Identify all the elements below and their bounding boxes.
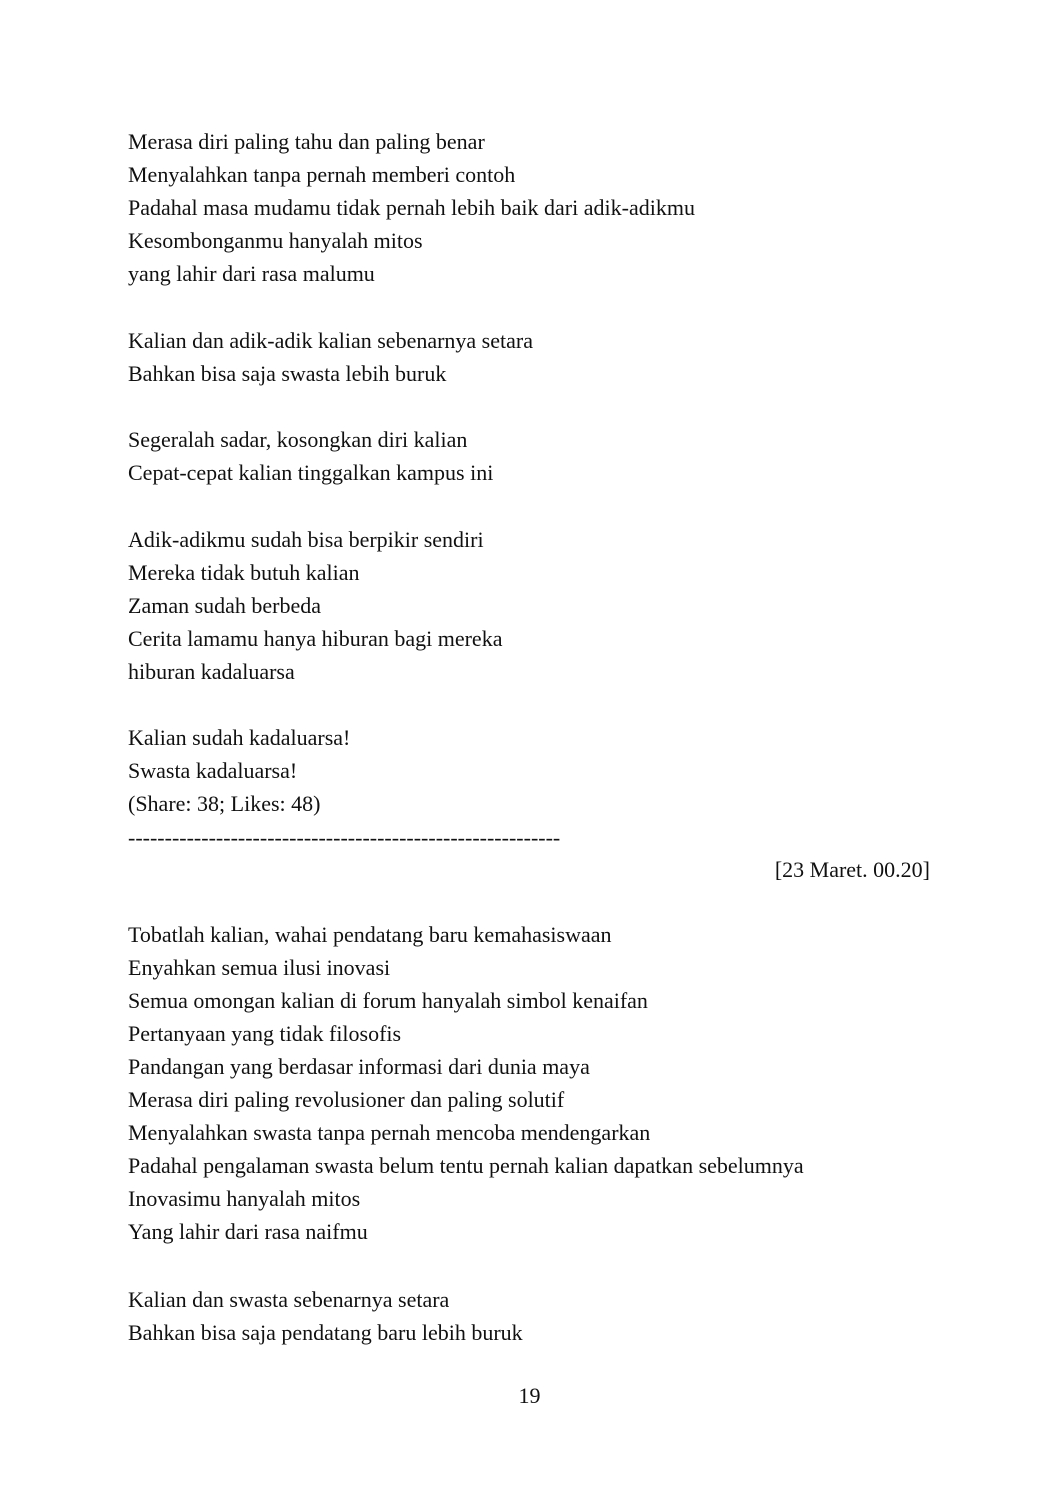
stanza-1 bbox=[128, 125, 948, 290]
poem-line: Kesombonganmu hanyalah mitos bbox=[128, 228, 423, 253]
poem-line: Cerita lamamu hanya hiburan bagi mereka bbox=[128, 626, 503, 651]
poem-line: Inovasimu hanyalah mitos bbox=[128, 1186, 361, 1211]
poem-line: Segeralah sadar, kosongkan diri kalian bbox=[128, 427, 468, 452]
share-likes-count: (Share: 38; Likes: 48) bbox=[128, 791, 321, 816]
stanza-5 bbox=[128, 721, 948, 820]
poem-line: Yang lahir dari rasa naifmu bbox=[128, 1219, 368, 1244]
poem-line: Mereka tidak butuh kalian bbox=[128, 560, 360, 585]
poem-line: hiburan kadaluarsa bbox=[128, 659, 295, 684]
poem-line: Cepat-cepat kalian tinggalkan kampus ini bbox=[128, 460, 494, 485]
page-number: 19 bbox=[518, 1383, 541, 1408]
poem-line: yang lahir dari rasa malumu bbox=[128, 261, 375, 286]
stanza-7 bbox=[128, 1283, 948, 1349]
poem-line: Zaman sudah berbeda bbox=[128, 593, 322, 618]
stanza-4 bbox=[128, 523, 948, 688]
stanza-2 bbox=[128, 324, 948, 390]
stanza-3 bbox=[128, 423, 948, 489]
poem-line: Merasa diri paling tahu dan paling benar bbox=[128, 129, 485, 154]
poem-line: Merasa diri paling revolusioner dan paling solutif bbox=[128, 1087, 565, 1112]
post-timestamp: [23 Maret. 00.20] bbox=[774, 857, 930, 882]
poem-line: Pandangan yang berdasar informasi dari dunia maya bbox=[128, 1054, 590, 1079]
stanza-6 bbox=[128, 918, 948, 1248]
poem-line: Menyalahkan tanpa pernah memberi contoh bbox=[128, 162, 516, 187]
poem-line: Semua omongan kalian di forum hanyalah simbol kenaifan bbox=[128, 988, 648, 1013]
poem-line: Padahal masa mudamu tidak pernah lebih baik dari adik-adikmu bbox=[128, 195, 695, 220]
poem-line: Kalian sudah kadaluarsa! bbox=[128, 725, 351, 750]
poem-line: Bahkan bisa saja pendatang baru lebih buruk bbox=[128, 1320, 523, 1345]
poem-line: Menyalahkan swasta tanpa pernah mencoba mendengarkan bbox=[128, 1120, 651, 1145]
dashed-separator: ----------------------------------------------------------- bbox=[128, 825, 561, 850]
poem-line: Pertanyaan yang tidak filosofis bbox=[128, 1021, 402, 1046]
poem-line: Enyahkan semua ilusi inovasi bbox=[128, 955, 391, 980]
poem-line: Bahkan bisa saja swasta lebih buruk bbox=[128, 361, 447, 386]
poem-line: Adik-adikmu sudah bisa berpikir sendiri bbox=[128, 527, 484, 552]
poem-line: Kalian dan adik-adik kalian sebenarnya setara bbox=[128, 328, 533, 353]
poem-line: Kalian dan swasta sebenarnya setara bbox=[128, 1287, 450, 1312]
poem-line: Swasta kadaluarsa! bbox=[128, 758, 298, 783]
poem-line: Padahal pengalaman swasta belum tentu pernah kalian dapatkan sebelumnya bbox=[128, 1153, 804, 1178]
poem-line: Tobatlah kalian, wahai pendatang baru kemahasiswaan bbox=[128, 922, 612, 947]
